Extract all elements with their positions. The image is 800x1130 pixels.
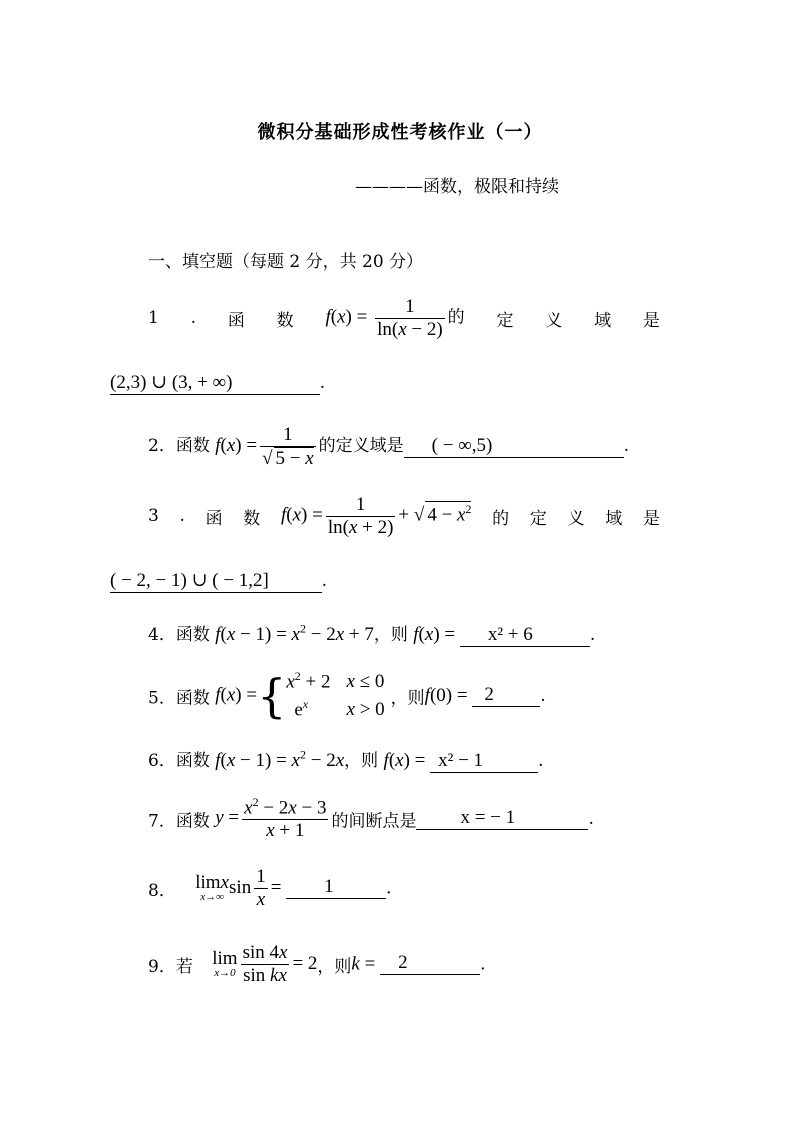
q9-k: k = bbox=[351, 953, 381, 975]
q1-tail-2: 义 bbox=[545, 310, 563, 331]
q6-fx: f(x) = bbox=[383, 750, 431, 771]
q4-mid: ，则 bbox=[373, 625, 408, 645]
q8-answer: 1 bbox=[286, 877, 386, 899]
q3-char-1: 数 bbox=[243, 508, 261, 529]
q3-dot: . bbox=[179, 506, 185, 527]
q2-end: . bbox=[623, 436, 630, 457]
q3-tail-2: 义 bbox=[567, 508, 585, 529]
q8-formula: limx x→∞ sin $\frac{1}{x}$ = bbox=[195, 866, 287, 910]
q4-answer: x² + 6 bbox=[460, 625, 590, 647]
q2-mid: 的定义域是 bbox=[318, 436, 404, 457]
q7-end: . bbox=[588, 809, 594, 830]
q3-number: 3 bbox=[148, 506, 159, 527]
q1-dot: . bbox=[190, 308, 197, 329]
q7-mid: 的间断点是 bbox=[331, 811, 417, 832]
q3-answer-line bbox=[110, 570, 327, 593]
q9-prefix: 9．若 bbox=[148, 956, 193, 977]
question-5 bbox=[148, 668, 546, 724]
q5-end: . bbox=[540, 685, 546, 706]
q5-cases: $x^2 + 2$ x ≤ 0 $e^x$ x > 0 bbox=[286, 669, 385, 721]
q8-prefix: 8． bbox=[148, 880, 176, 901]
q1-formula: f(x) = $\frac{1}{\ln(x - 2)}$ 的 bbox=[325, 296, 465, 340]
q7-answer: x = − 1 bbox=[416, 808, 588, 830]
q7-prefix: 7．函数 bbox=[148, 811, 210, 832]
page-title: 微积分基础形成性考核作业（一） bbox=[257, 122, 543, 143]
q6-prefix: 6．函数 bbox=[148, 751, 210, 771]
q9-formula: lim x→0 $\frac{\sin 4x}{\text{sin kx}}$ = 2 bbox=[212, 942, 318, 986]
q5-prefix: 5．函数 bbox=[148, 688, 210, 709]
question-4 bbox=[148, 620, 595, 647]
q6-formula: $f(x - 1) = x^2 - 2x$ bbox=[215, 747, 345, 771]
q3-formula: f(x) = $\frac{1}{\ln(x + 2)}$ + √ $4 - x^2$ bbox=[280, 494, 472, 538]
q1-tail-1: 定 bbox=[496, 310, 514, 331]
q6-end: . bbox=[538, 751, 544, 771]
q5-formula: f(x) = bbox=[215, 684, 258, 706]
q4-prefix: 4．函数 bbox=[148, 625, 210, 645]
question-7 bbox=[148, 796, 594, 842]
q4-formula: $f(x - 1) = x^2 - 2x + 7$ bbox=[215, 621, 374, 645]
q1-tail-0: 的 bbox=[447, 307, 465, 328]
section-heading: 一、填空题（每题 2 分，共 20 分） bbox=[148, 252, 424, 272]
q3-tail-1: 定 bbox=[529, 508, 547, 529]
q5-mid: ，则 bbox=[390, 688, 425, 709]
q1-end: . bbox=[320, 372, 325, 393]
question-1 bbox=[148, 296, 660, 341]
q3-answer: ( − 2, − 1) ∪ ( − 1,2] bbox=[110, 571, 322, 593]
q8-end: . bbox=[386, 878, 392, 899]
question-6 bbox=[148, 746, 544, 773]
q9-answer: 2 bbox=[380, 953, 480, 975]
q5-brace: { bbox=[257, 668, 287, 723]
q1-char-0: 函 bbox=[227, 310, 245, 331]
q3-char-0: 函 bbox=[205, 508, 223, 529]
question-2 bbox=[148, 424, 629, 470]
q1-tail-3: 域 bbox=[594, 310, 612, 331]
q3-end: . bbox=[322, 570, 327, 591]
q1-answer: (2,3) ∪ (3, + ∞) bbox=[110, 373, 320, 395]
q6-answer: x² − 1 bbox=[430, 751, 538, 773]
q4-end: . bbox=[589, 625, 596, 645]
q5-f0: f(0) = bbox=[424, 684, 473, 706]
q6-mid: ，则 bbox=[344, 751, 379, 771]
q1-char-1: 数 bbox=[276, 310, 294, 331]
q5-answer: 2 bbox=[472, 685, 540, 707]
question-3 bbox=[148, 494, 660, 539]
q3-tail-3: 域 bbox=[605, 508, 623, 529]
q1-tail-4: 是 bbox=[642, 310, 660, 331]
q2-prefix: 2．函数 bbox=[148, 436, 210, 457]
question-9 bbox=[148, 942, 485, 987]
q1-number: 1 bbox=[148, 308, 159, 329]
page-subtitle: ————函数，极限和持续 bbox=[355, 177, 559, 197]
q3-tail-0: 的 bbox=[492, 508, 510, 529]
q9-mid: ，则 bbox=[317, 956, 352, 977]
q1-answer-line bbox=[110, 372, 325, 395]
q2-formula: f(x) = $\frac{1}{√ 5 - x}$ bbox=[215, 424, 314, 469]
q9-end: . bbox=[480, 954, 486, 975]
q7-formula: y = $\frac{x^2 - 2x - 3}{x + 1}$ bbox=[215, 795, 327, 842]
q3-tail-4: 是 bbox=[642, 508, 660, 529]
q4-fx: f(x) = bbox=[413, 624, 460, 645]
q2-answer: ( − ∞,5) bbox=[404, 436, 624, 458]
question-8 bbox=[148, 866, 392, 911]
